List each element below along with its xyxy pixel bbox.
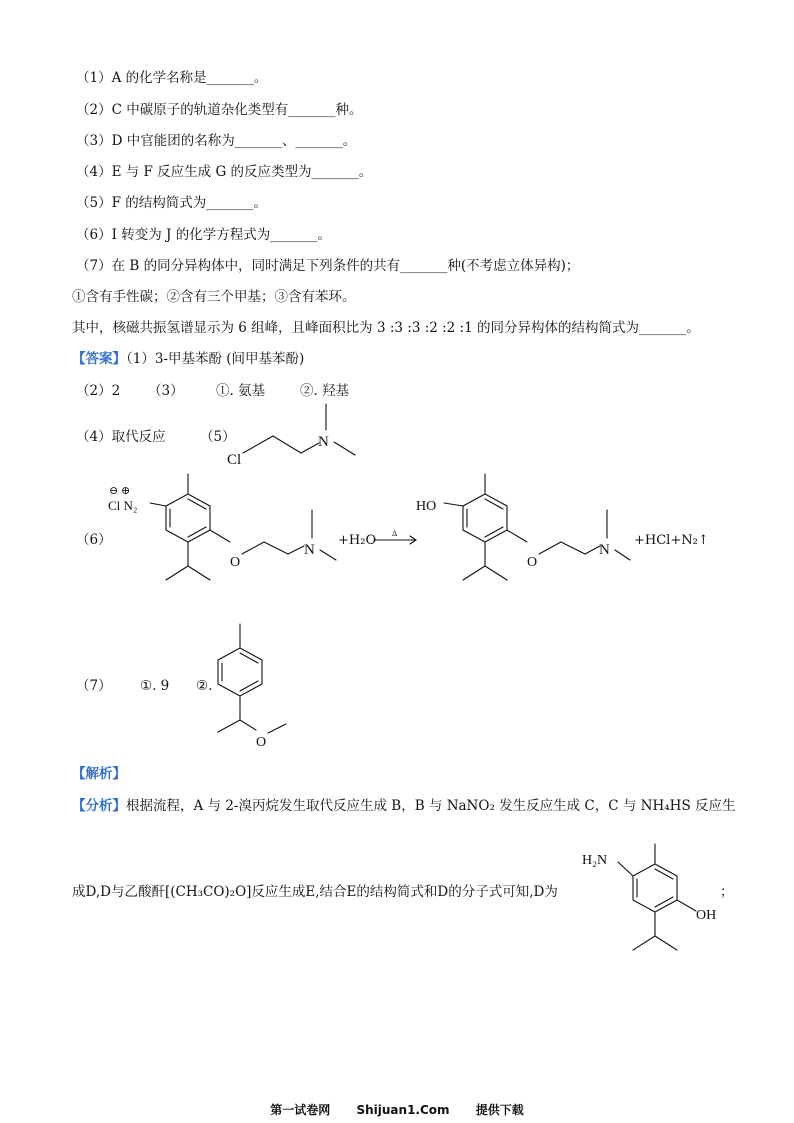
heat-symbol: Δ: [392, 529, 398, 538]
question-3: （3）D 中官能团的名称为_______、_______。: [76, 133, 357, 149]
atom-h2n: H₂N: [582, 853, 608, 868]
atom-cl: Cl: [227, 452, 242, 468]
answer-1: （1）3-甲基苯酚 (间甲基苯酚): [126, 351, 305, 367]
isomer-structure: [200, 620, 300, 750]
structure-f: [225, 398, 365, 468]
answer-7-option-1: ①. 9: [140, 678, 170, 694]
byproducts: +HCl+N₂↑: [634, 533, 709, 548]
answer-7-option-2: ②.: [196, 678, 213, 694]
question-4: （4）E 与 F 反应生成 G 的反应类型为_______。: [76, 164, 373, 180]
answer-4: （4）取代反应: [76, 429, 166, 445]
fenxi-tag: 【分析】: [72, 798, 126, 814]
answer-7-label: （7）: [76, 678, 112, 694]
question-5: （5）F 的结构简式为_______。: [76, 195, 267, 211]
footer-download: 提供下载: [475, 1103, 524, 1117]
atom-ho: HO: [416, 499, 437, 514]
answer-5-label: （5）: [200, 429, 236, 445]
atom-o: O: [527, 555, 538, 570]
analysis-tag-line: [72, 765, 126, 783]
diazo-charges: ⊖ ⊕: [109, 485, 131, 497]
atom-n: N: [304, 542, 315, 558]
answer-tag: 【答案】: [72, 351, 126, 367]
question-1: （1）A 的化学名称是_______。: [76, 70, 268, 86]
product-phenol: [410, 470, 640, 610]
analysis-semicolon: ；: [720, 884, 734, 900]
analysis-tag: 【解析】: [72, 766, 126, 782]
atom-o: O: [230, 555, 241, 570]
atom-n: N: [318, 434, 329, 450]
question-7-conditions: ①含有手性碳；②含有三个甲基；③含有苯环。: [72, 289, 356, 305]
answer-line-1: [72, 350, 304, 368]
water-reagent: +H₂O: [338, 533, 377, 548]
structure-d: [580, 842, 730, 962]
atom-n: N: [599, 542, 610, 558]
question-6: （6）I 转变为 J 的化学方程式为_______。: [76, 227, 331, 243]
question-7: （7）在 B 的同分异构体中，同时满足下列条件的共有_______种(不考虑立体异构)；: [76, 258, 580, 274]
question-7-nmr: 其中，核磁共振氢谱显示为 6 组峰，且峰面积比为 3 :3 :3 :2 :2 :1 的同分异构体的结构简式为_______。: [72, 320, 700, 336]
answer-6-label: （6）: [76, 532, 112, 548]
answer-3-option-1: ①. 氨基: [216, 383, 266, 399]
footer-site: 第一试卷网: [270, 1103, 331, 1117]
answer-3-option-2: ②. 羟基: [300, 383, 350, 399]
answer-2: （2）2: [76, 383, 121, 399]
atom-o: O: [256, 735, 267, 750]
atom-oh: OH: [696, 908, 717, 923]
page-footer: [0, 1101, 794, 1118]
answer-3-label: （3）: [148, 383, 184, 399]
analysis-text-1: 根据流程，A 与 2-溴丙烷发生取代反应生成 B，B 与 NaNO₂ 发生反应生成 C，C 与 NH₄HS 反应生: [126, 798, 736, 814]
footer-domain: Shijuan1.Com: [356, 1103, 450, 1117]
analysis-line-1: [72, 797, 735, 815]
analysis-line-2: 成D,D与乙酸酐[(CH₃CO)₂O]反应生成E,结合E的结构简式和D的分子式可知,D为: [72, 884, 558, 900]
reactant-diazonium: [100, 470, 350, 610]
question-2: （2）C 中碳原子的轨道杂化类型有_______种。: [76, 102, 363, 118]
diazo-label: Cl N₂: [108, 498, 138, 513]
